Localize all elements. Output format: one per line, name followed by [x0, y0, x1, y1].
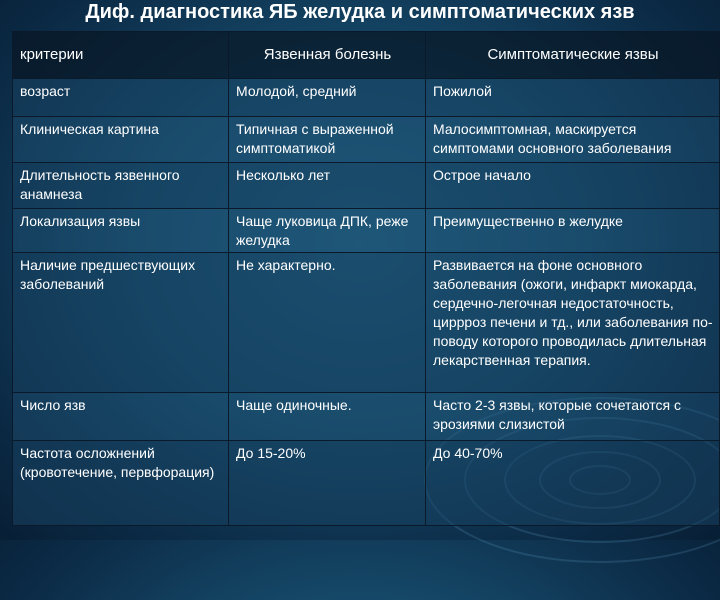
- comparison-table: [12, 31, 720, 526]
- peptic-ulcer-cell: Не характерно.: [229, 253, 426, 393]
- peptic-ulcer-cell: До 15-20%: [229, 441, 426, 526]
- slide-title: Диф. диагностика ЯБ желудка и симптоматических язв: [85, 1, 635, 23]
- header-peptic-ulcer: Язвенная болезнь: [229, 32, 426, 79]
- criterion-cell: Наличие предшествующих заболеваний: [13, 253, 229, 393]
- table-header-row: [13, 32, 720, 79]
- symptomatic-ulcer-cell: Преимущественно в желудке: [426, 209, 720, 253]
- table-row: [13, 393, 720, 441]
- table-row: [13, 441, 720, 526]
- table-row: [13, 163, 720, 209]
- symptomatic-ulcer-cell: Малосимптомная, маскируется симптомами основного заболевания: [426, 117, 720, 163]
- peptic-ulcer-cell: Несколько лет: [229, 163, 426, 209]
- symptomatic-ulcer-cell: Пожилой: [426, 79, 720, 117]
- peptic-ulcer-cell: Чаще луковица ДПК, реже желудка: [229, 209, 426, 253]
- peptic-ulcer-cell: Чаще одиночные.: [229, 393, 426, 441]
- symptomatic-ulcer-cell: До 40-70%: [426, 441, 720, 526]
- criterion-cell: Локализация язвы: [13, 209, 229, 253]
- peptic-ulcer-cell: Типичная с выраженной симптоматикой: [229, 117, 426, 163]
- criterion-cell: Клиническая картина: [13, 117, 229, 163]
- symptomatic-ulcer-cell: Развивается на фоне основного заболевания (ожоги, инфаркт миокарда, сердечно-легочная недостаточность, циррроз печени и тд., или заболевания по-поводу которого проводилась длительная лекарственная терапия.: [426, 253, 720, 393]
- criterion-cell: Частота осложнений (кровотечение, первфорация): [13, 441, 229, 526]
- criterion-cell: Число язв: [13, 393, 229, 441]
- symptomatic-ulcer-cell: Часто 2-3 язвы, которые сочетаются с эрозиями слизистой: [426, 393, 720, 441]
- table-row: [13, 253, 720, 393]
- peptic-ulcer-cell: Молодой, средний: [229, 79, 426, 117]
- symptomatic-ulcer-cell: Острое начало: [426, 163, 720, 209]
- header-criteria: критерии: [13, 32, 229, 79]
- table-row: [13, 209, 720, 253]
- header-symptomatic-ulcers: Симптоматические язвы: [426, 32, 720, 79]
- criterion-cell: Длительность язвенного анамнеза: [13, 163, 229, 209]
- criterion-cell: возраст: [13, 79, 229, 117]
- table-row: [13, 79, 720, 117]
- table-row: [13, 117, 720, 163]
